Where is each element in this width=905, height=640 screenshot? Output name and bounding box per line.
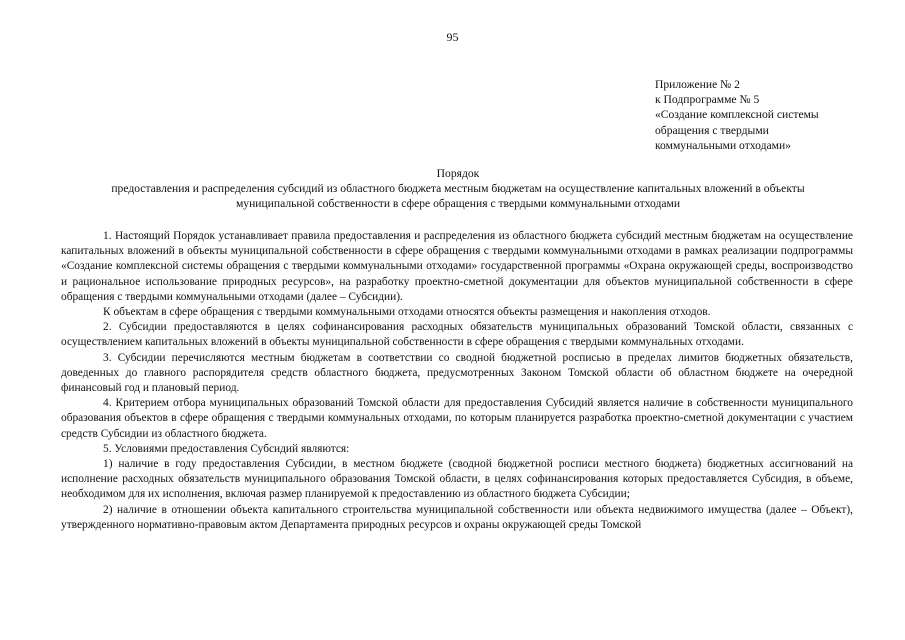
paragraph: 1) наличие в году предоставления Субсидии, в местном бюджете (сводной бюджетной росписи местного бюджета) бюджетных ассигнований на исполнение расходных обязательств муниципального образования Томской области, в целях софинансирования которых предоставляется Субсидия, в объеме, необходимом для их исполнения, включая размер планируемой к предоставлению из областного бюджета Субсидии;: [61, 458, 853, 501]
paragraph: 5. Условиями предоставления Субсидий являются:: [103, 442, 350, 455]
appendix-line: обращения с твердыми: [655, 123, 769, 137]
paragraph: К объектам в сфере обращения с твердыми коммунальными отходами относятся объекты размещения и накопления отходов.: [103, 306, 711, 319]
paragraph: 2) наличие в отношении объекта капитального строительства муниципальной собственности или объекта недвижимого имущества (далее – Объект), утвержденного нормативно-правовым актом Департамента природных ресурсов и охраны окружающей среды Томской: [61, 503, 853, 531]
title-subtitle: предоставления и распределения субсидий из областного бюджета местным бюджетам на осуществление капитальных вложений в объекты муниципальной собственности в сфере обращения с твердыми коммунальными отходами: [111, 182, 805, 211]
paragraph: 4. Критерием отбора муниципальных образований Томской области для предоставления Субсидий является наличие в собственности муниципального образования объектов в сфере обращения с твердыми коммунальных отходами, по которым планируется разработка проектно-сметной документации с участием средств Субсидии из областного бюджета.: [61, 397, 853, 440]
appendix-reference: [655, 77, 890, 153]
paragraph: 1. Настоящий Порядок устанавливает правила предоставления и распределения из областного бюджета субсидий местным бюджетам на осуществление капитальных вложений в объекты муниципальной собственности в сфере обращения с твердыми коммунальными отходами в рамках реализации подпрограммы «Создание комплексной системы обращения с твердыми коммунальными отходами» государственной программы «Охрана окружающей среды, воспроизводство и рациональное использование природных ресурсов», на разработку проектно-сметной документации для объектов муниципальной собственности в сфере обращения с твердыми коммунальными отходами (далее – Субсидии).: [61, 230, 853, 303]
paragraph: 2. Субсидии предоставляются в целях софинансирования расходных обязательств муниципальных образований Томской области, связанных с осуществлением капитальных вложений в объекты муниципальной собственности в сфере обращения с твердыми коммунальных отходами.: [61, 321, 853, 349]
page-number: 95: [446, 30, 459, 44]
appendix-line: Приложение № 2: [655, 78, 740, 91]
appendix-line: к Подпрограмме № 5: [655, 93, 760, 107]
document-title: [100, 166, 816, 212]
appendix-line: «Создание комплексной системы: [655, 108, 819, 122]
paragraph: 3. Субсидии перечисляются местным бюджетам в соответствии со сводной бюджетной росписью в пределах лимитов бюджетных обязательств, доведенных до главного распорядителя средств областного бюджета, предусмотренных Законом Томской области об областном бюджете на очередной финансовый год и плановый период.: [61, 351, 853, 395]
appendix-line: коммунальными отходами»: [655, 138, 791, 152]
document-body: [61, 229, 853, 533]
title-heading: Порядок: [436, 167, 480, 180]
